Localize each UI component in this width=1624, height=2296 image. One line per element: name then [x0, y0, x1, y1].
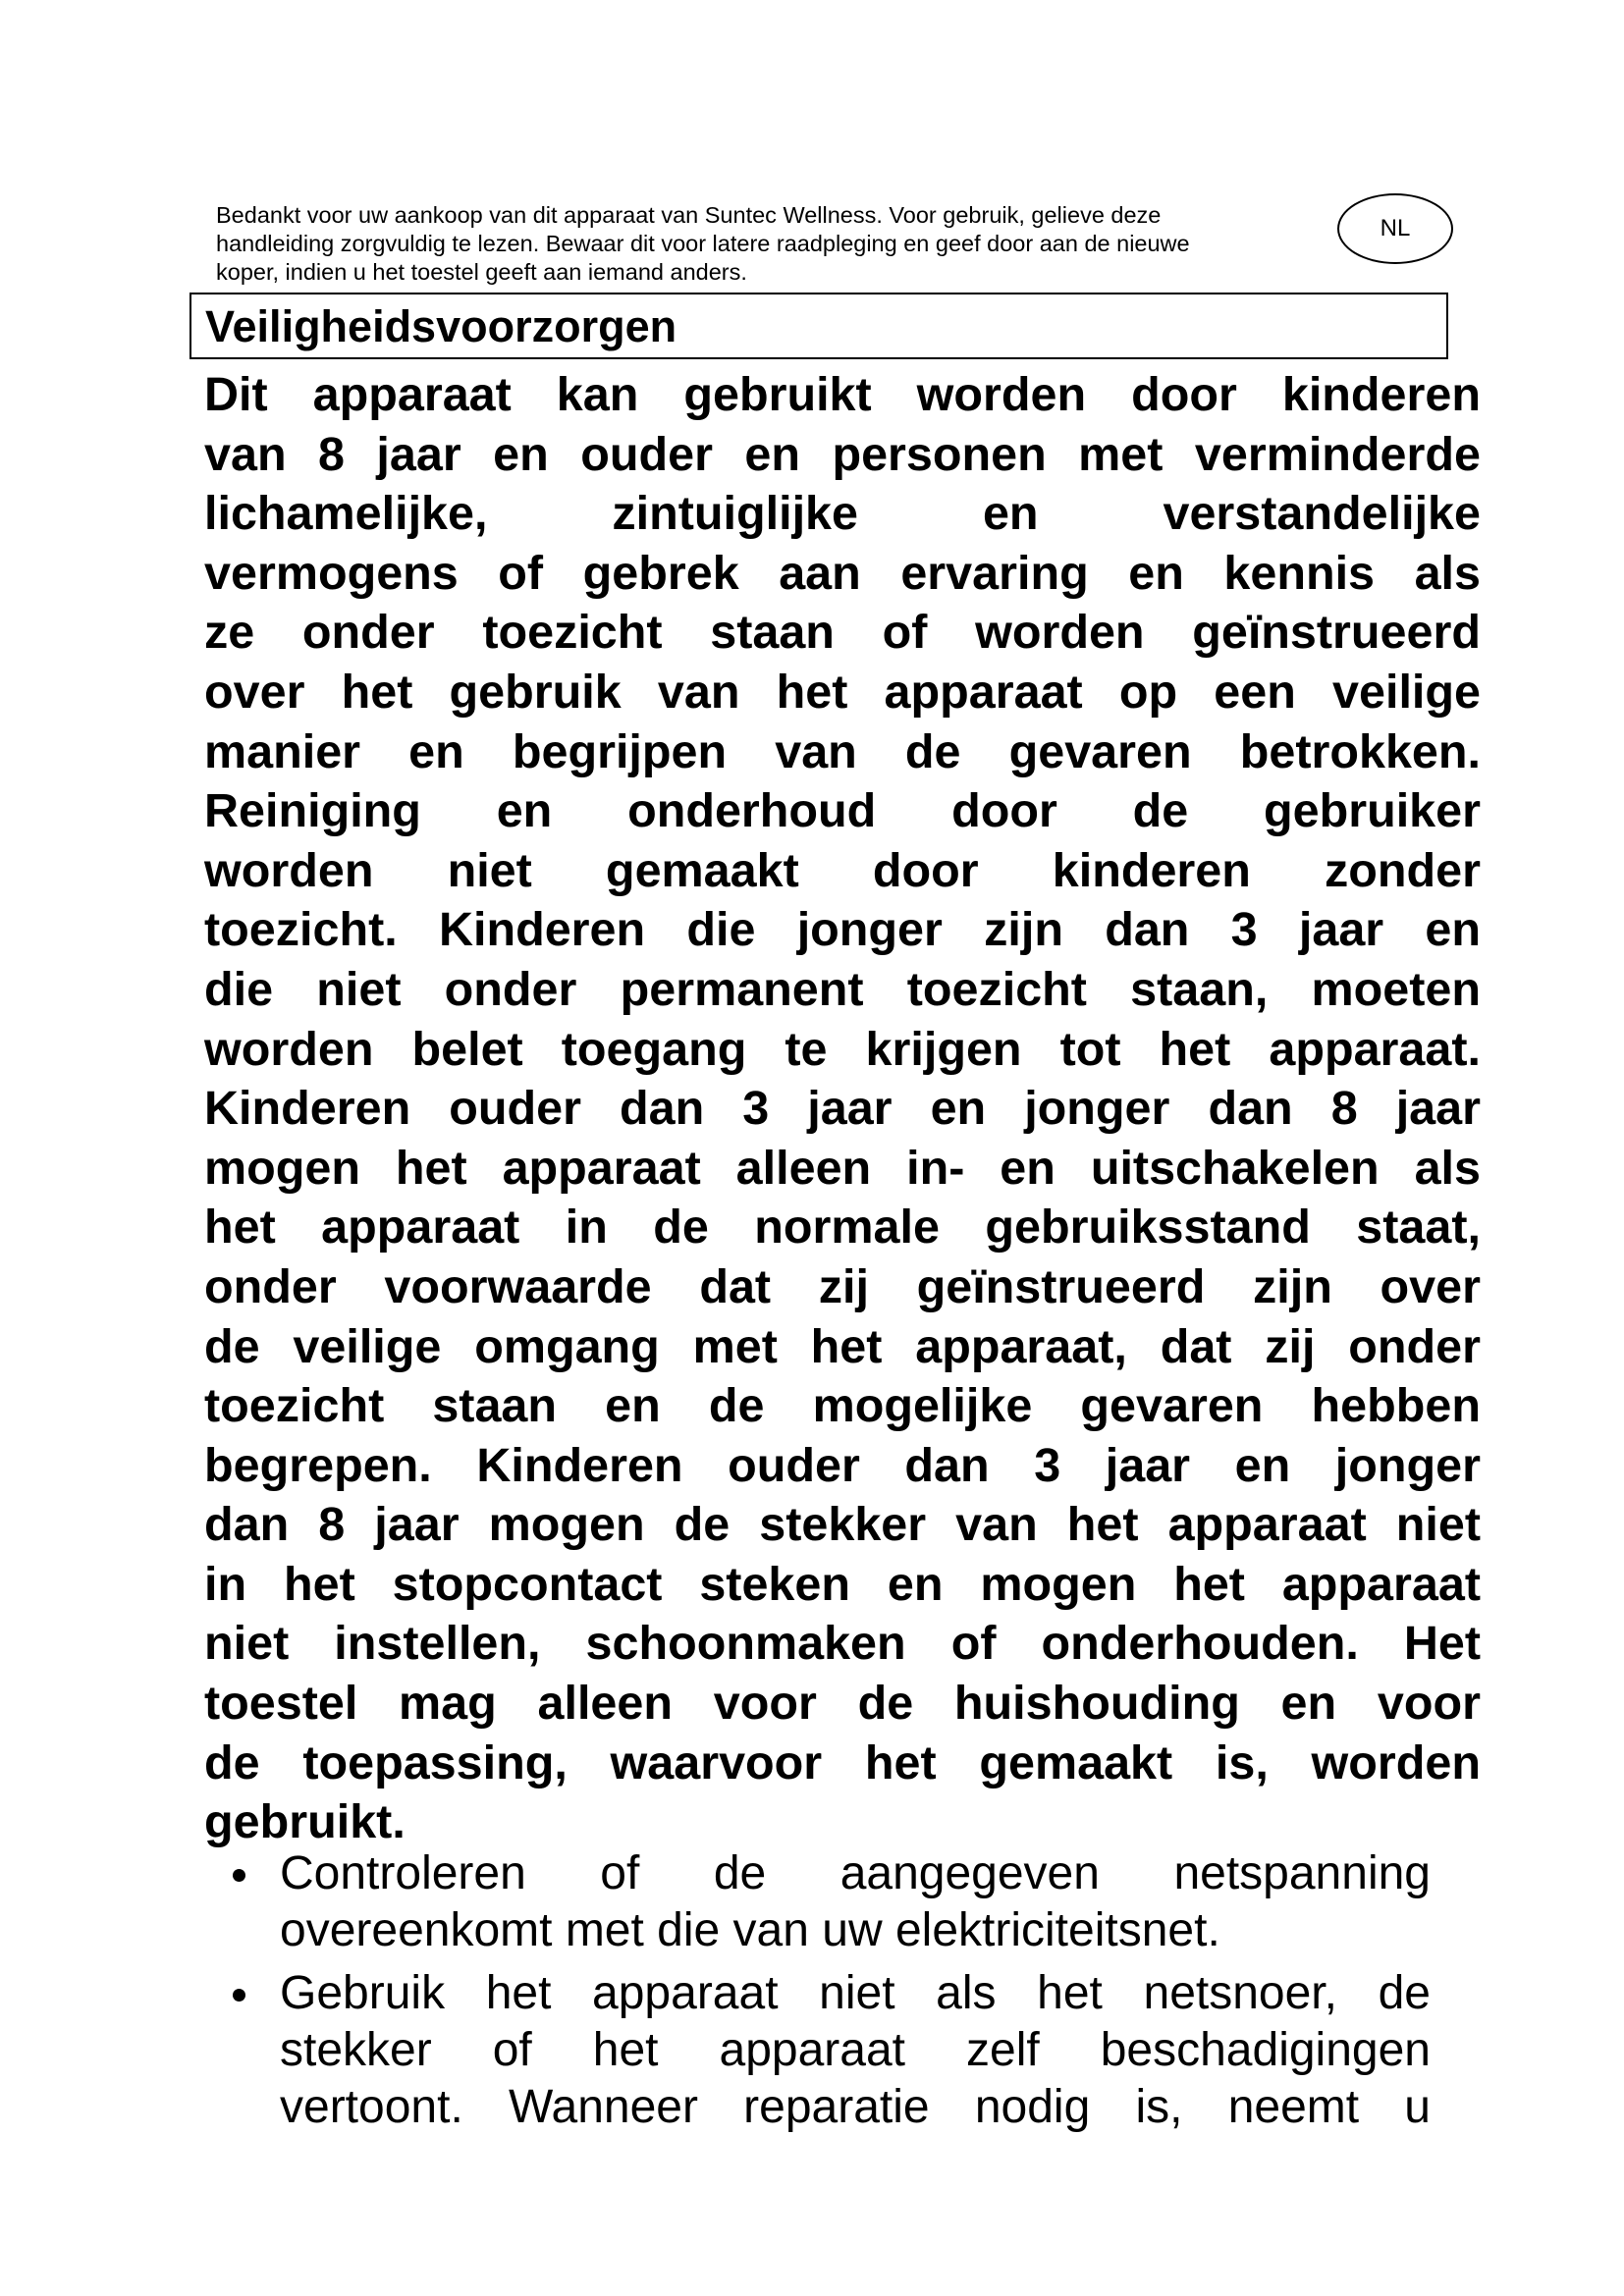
intro-paragraph — [216, 201, 1326, 287]
warning-line: van 8 jaar en ouder en personen met verminderde — [204, 427, 1481, 481]
list-item — [233, 1845, 1431, 1959]
warning-line: de veilige omgang met het apparaat, dat zij onder — [204, 1319, 1481, 1373]
warning-line: het apparaat in de normale gebruiksstand staat, — [204, 1201, 1481, 1255]
warning-line: over het gebruik van het apparaat op een veilige — [204, 665, 1481, 719]
bullet-line: Controleren of de aangegeven netspanning — [280, 1847, 1431, 1899]
warning-line: Dit apparaat kan gebruikt worden door kinderen — [204, 368, 1481, 421]
warning-line: niet instellen, schoonmaken of onderhouden. Het — [204, 1617, 1481, 1671]
warning-line: in het stopcontact steken en mogen het apparaat — [204, 1557, 1481, 1611]
warning-line: Reiniging en onderhoud door de gebruiker — [204, 784, 1481, 838]
intro-line: Bedankt voor uw aankoop van dit apparaat van Suntec Wellness. Voor gebruik, gelieve deze — [216, 202, 1162, 228]
safety-warning-paragraph — [204, 365, 1481, 1852]
intro-line: handleiding zorgvuldig te lezen. Bewaar dit voor latere raadpleging en geef door aan de nieuwe — [216, 231, 1190, 256]
warning-line: mogen het apparaat alleen in- en uitschakelen als — [204, 1141, 1481, 1195]
warning-line: toestel mag alleen voor de huishouding en voor — [204, 1677, 1481, 1731]
section-title-text: Veiligheidsvoorzorgen — [205, 300, 677, 351]
warning-line: de toepassing, waarvoor het gemaakt is, worden — [204, 1735, 1481, 1789]
bullet-line: Gebruik het apparaat niet als het netsnoer, de — [280, 1967, 1431, 2019]
language-badge: NL — [1337, 193, 1453, 264]
bullet-dot-icon — [233, 1869, 245, 1882]
warning-line: worden belet toegang te krijgen tot het apparaat. — [204, 1022, 1481, 1076]
warning-line: toezicht staan en de mogelijke gevaren hebben — [204, 1379, 1481, 1433]
bullet-line: overeenkomt met die van uw elektriciteitsnet. — [280, 1904, 1220, 1956]
bullet-dot-icon — [233, 1989, 245, 2002]
intro-line: koper, indien u het toestel geeft aan iemand anders. — [216, 259, 747, 285]
warning-line: dan 8 jaar mogen de stekker van het apparaat niet — [204, 1498, 1481, 1552]
warning-line: manier en begrijpen van de gevaren betrokken. — [204, 724, 1481, 778]
safety-bullet-list — [233, 1845, 1431, 2142]
warning-line: toezicht. Kinderen die jonger zijn dan 3 jaar en — [204, 903, 1481, 957]
warning-line: lichamelijke, zintuiglijke en verstandelijke — [204, 487, 1481, 541]
warning-line: worden niet gemaakt door kinderen zonder — [204, 843, 1481, 897]
warning-line: onder voorwaarde dat zij geïnstrueerd zijn over — [204, 1259, 1481, 1313]
warning-line: die niet onder permanent toezicht staan, moeten — [204, 962, 1481, 1016]
warning-line: begrepen. Kinderen ouder dan 3 jaar en jonger — [204, 1438, 1481, 1492]
bullet-line: vertoont. Wanneer reparatie nodig is, neemt u — [280, 2081, 1431, 2133]
warning-line: Kinderen ouder dan 3 jaar en jonger dan 8 jaar — [204, 1082, 1481, 1136]
list-item — [233, 1965, 1431, 2136]
section-title — [189, 293, 1448, 359]
warning-line: gebruikt. — [204, 1795, 406, 1849]
warning-line: ze onder toezicht staan of worden geïnstrueerd — [204, 606, 1481, 660]
bullet-line: stekker of het apparaat zelf beschadigingen — [280, 2024, 1431, 2076]
warning-line: vermogens of gebrek aan ervaring en kennis als — [204, 546, 1481, 600]
